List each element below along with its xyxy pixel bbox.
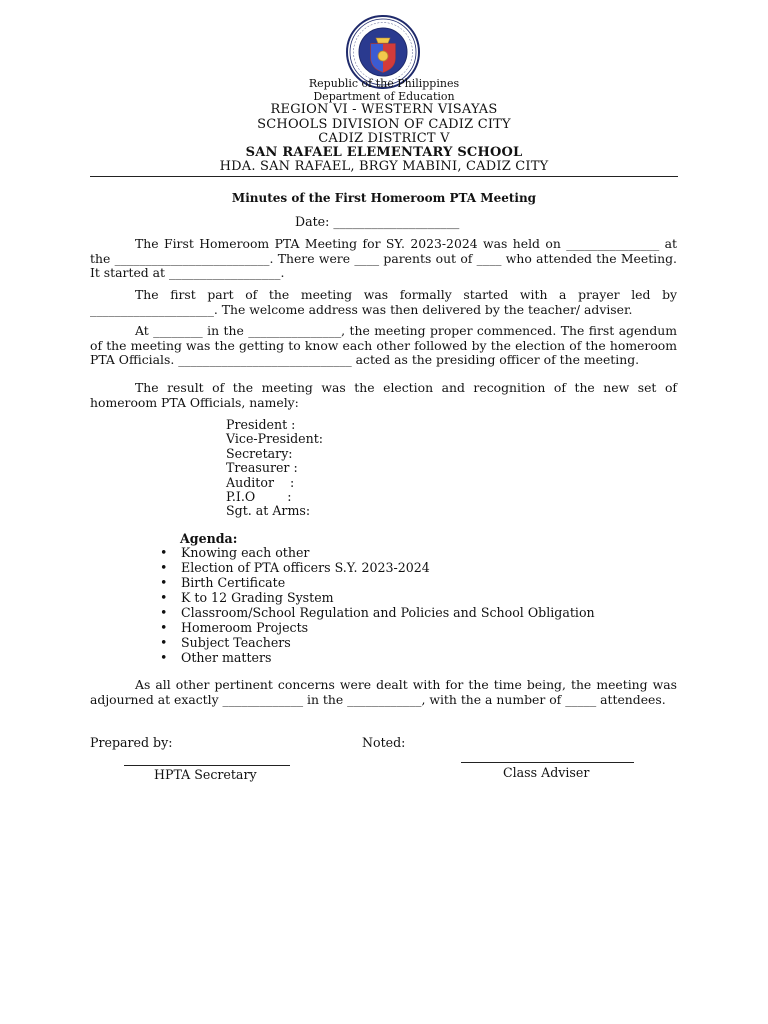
agenda-item: • Election of PTA officers S.Y. 2023-2024	[160, 559, 430, 575]
officer-secretary: Secretary:	[226, 445, 293, 461]
bullet-icon: •	[160, 589, 168, 605]
header-divider	[90, 176, 678, 177]
date-line: Date: ____________________	[295, 214, 460, 229]
secretary-signature-line	[124, 765, 290, 766]
paragraph-proper: At ________ in the _______________, the meeting proper commenced. The first agendum of the meeting was the getting to know each other followed by the election of the homeroom PTA Officials. ____________________________ acted as the presiding officer of the meeting.	[90, 323, 677, 368]
agenda-title: Agenda:	[180, 531, 238, 546]
agenda-item: • Knowing each other	[160, 545, 310, 560]
agenda-item: • Subject Teachers	[160, 634, 291, 650]
bullet-icon: •	[160, 619, 168, 635]
agenda-item: • Birth Certificate	[160, 574, 286, 590]
officer-president: President :	[226, 417, 296, 432]
paragraph-result: The result of the meeting was the election and recognition of the new set of homeroom PTA Officials, namely:	[90, 380, 677, 410]
bullet-icon: •	[160, 604, 168, 620]
adviser-title: Class Adviser	[503, 765, 590, 780]
prepared-by-label: Prepared by:	[90, 735, 173, 750]
paragraph-adjourned: As all other pertinent concerns were dealt with for the time being, the meeting was adjourned at exactly _____________ in the ____________, with the a number of _____ attendees.	[90, 677, 677, 707]
officer-auditor: Auditor :	[226, 474, 295, 490]
noted-label: Noted:	[362, 735, 406, 750]
document-title: Minutes of the First Homeroom PTA Meeting	[231, 191, 537, 205]
secretary-title: HPTA Secretary	[154, 767, 257, 782]
officer-pio: P.I.O :	[226, 489, 292, 505]
officer-vice-president: Vice-President:	[226, 431, 324, 447]
agenda-item: • Homeroom Projects	[160, 619, 309, 635]
header-region: REGION VI - WESTERN VISAYAS	[270, 102, 498, 117]
paragraph-opening: The First Homeroom PTA Meeting for SY. 2023-2024 was held on _______________ at the _________________________. There were ____ parents out of ____ who attended the Meeting. It started at __________________.	[90, 236, 677, 281]
header-country: Republic of the Philippines	[308, 77, 460, 90]
adviser-signature-line	[461, 762, 634, 763]
agenda-list	[160, 546, 595, 666]
bullet-icon: •	[160, 574, 168, 590]
header-district: CADIZ DISTRICT V	[318, 131, 450, 146]
bullet-icon: •	[160, 649, 168, 665]
agenda-item: • K to 12 Grading System	[160, 589, 334, 605]
agenda-item: • Other matters	[160, 649, 272, 665]
bullet-icon: •	[160, 545, 168, 560]
agenda-item: • Classroom/School Regulation and Policies and School Obligation	[160, 604, 595, 620]
header-school-name: SAN RAFAEL ELEMENTARY SCHOOL	[245, 145, 523, 160]
header-department: Department of Education	[313, 90, 455, 103]
officers-list	[226, 418, 323, 519]
bullet-icon: •	[160, 634, 168, 650]
bullet-icon: •	[160, 559, 168, 575]
officer-sgt-at-arms: Sgt. at Arms:	[226, 503, 311, 519]
officer-treasurer: Treasurer :	[226, 460, 298, 476]
header-division: SCHOOLS DIVISION OF CADIZ CITY	[257, 117, 511, 132]
paragraph-prayer: The first part of the meeting was formally started with a prayer led by ____________________. The welcome address was then delivered by the teacher/ adviser.	[90, 287, 677, 317]
header-address: HDA. SAN RAFAEL, BRGY MABINI, CADIZ CITY	[219, 159, 549, 174]
